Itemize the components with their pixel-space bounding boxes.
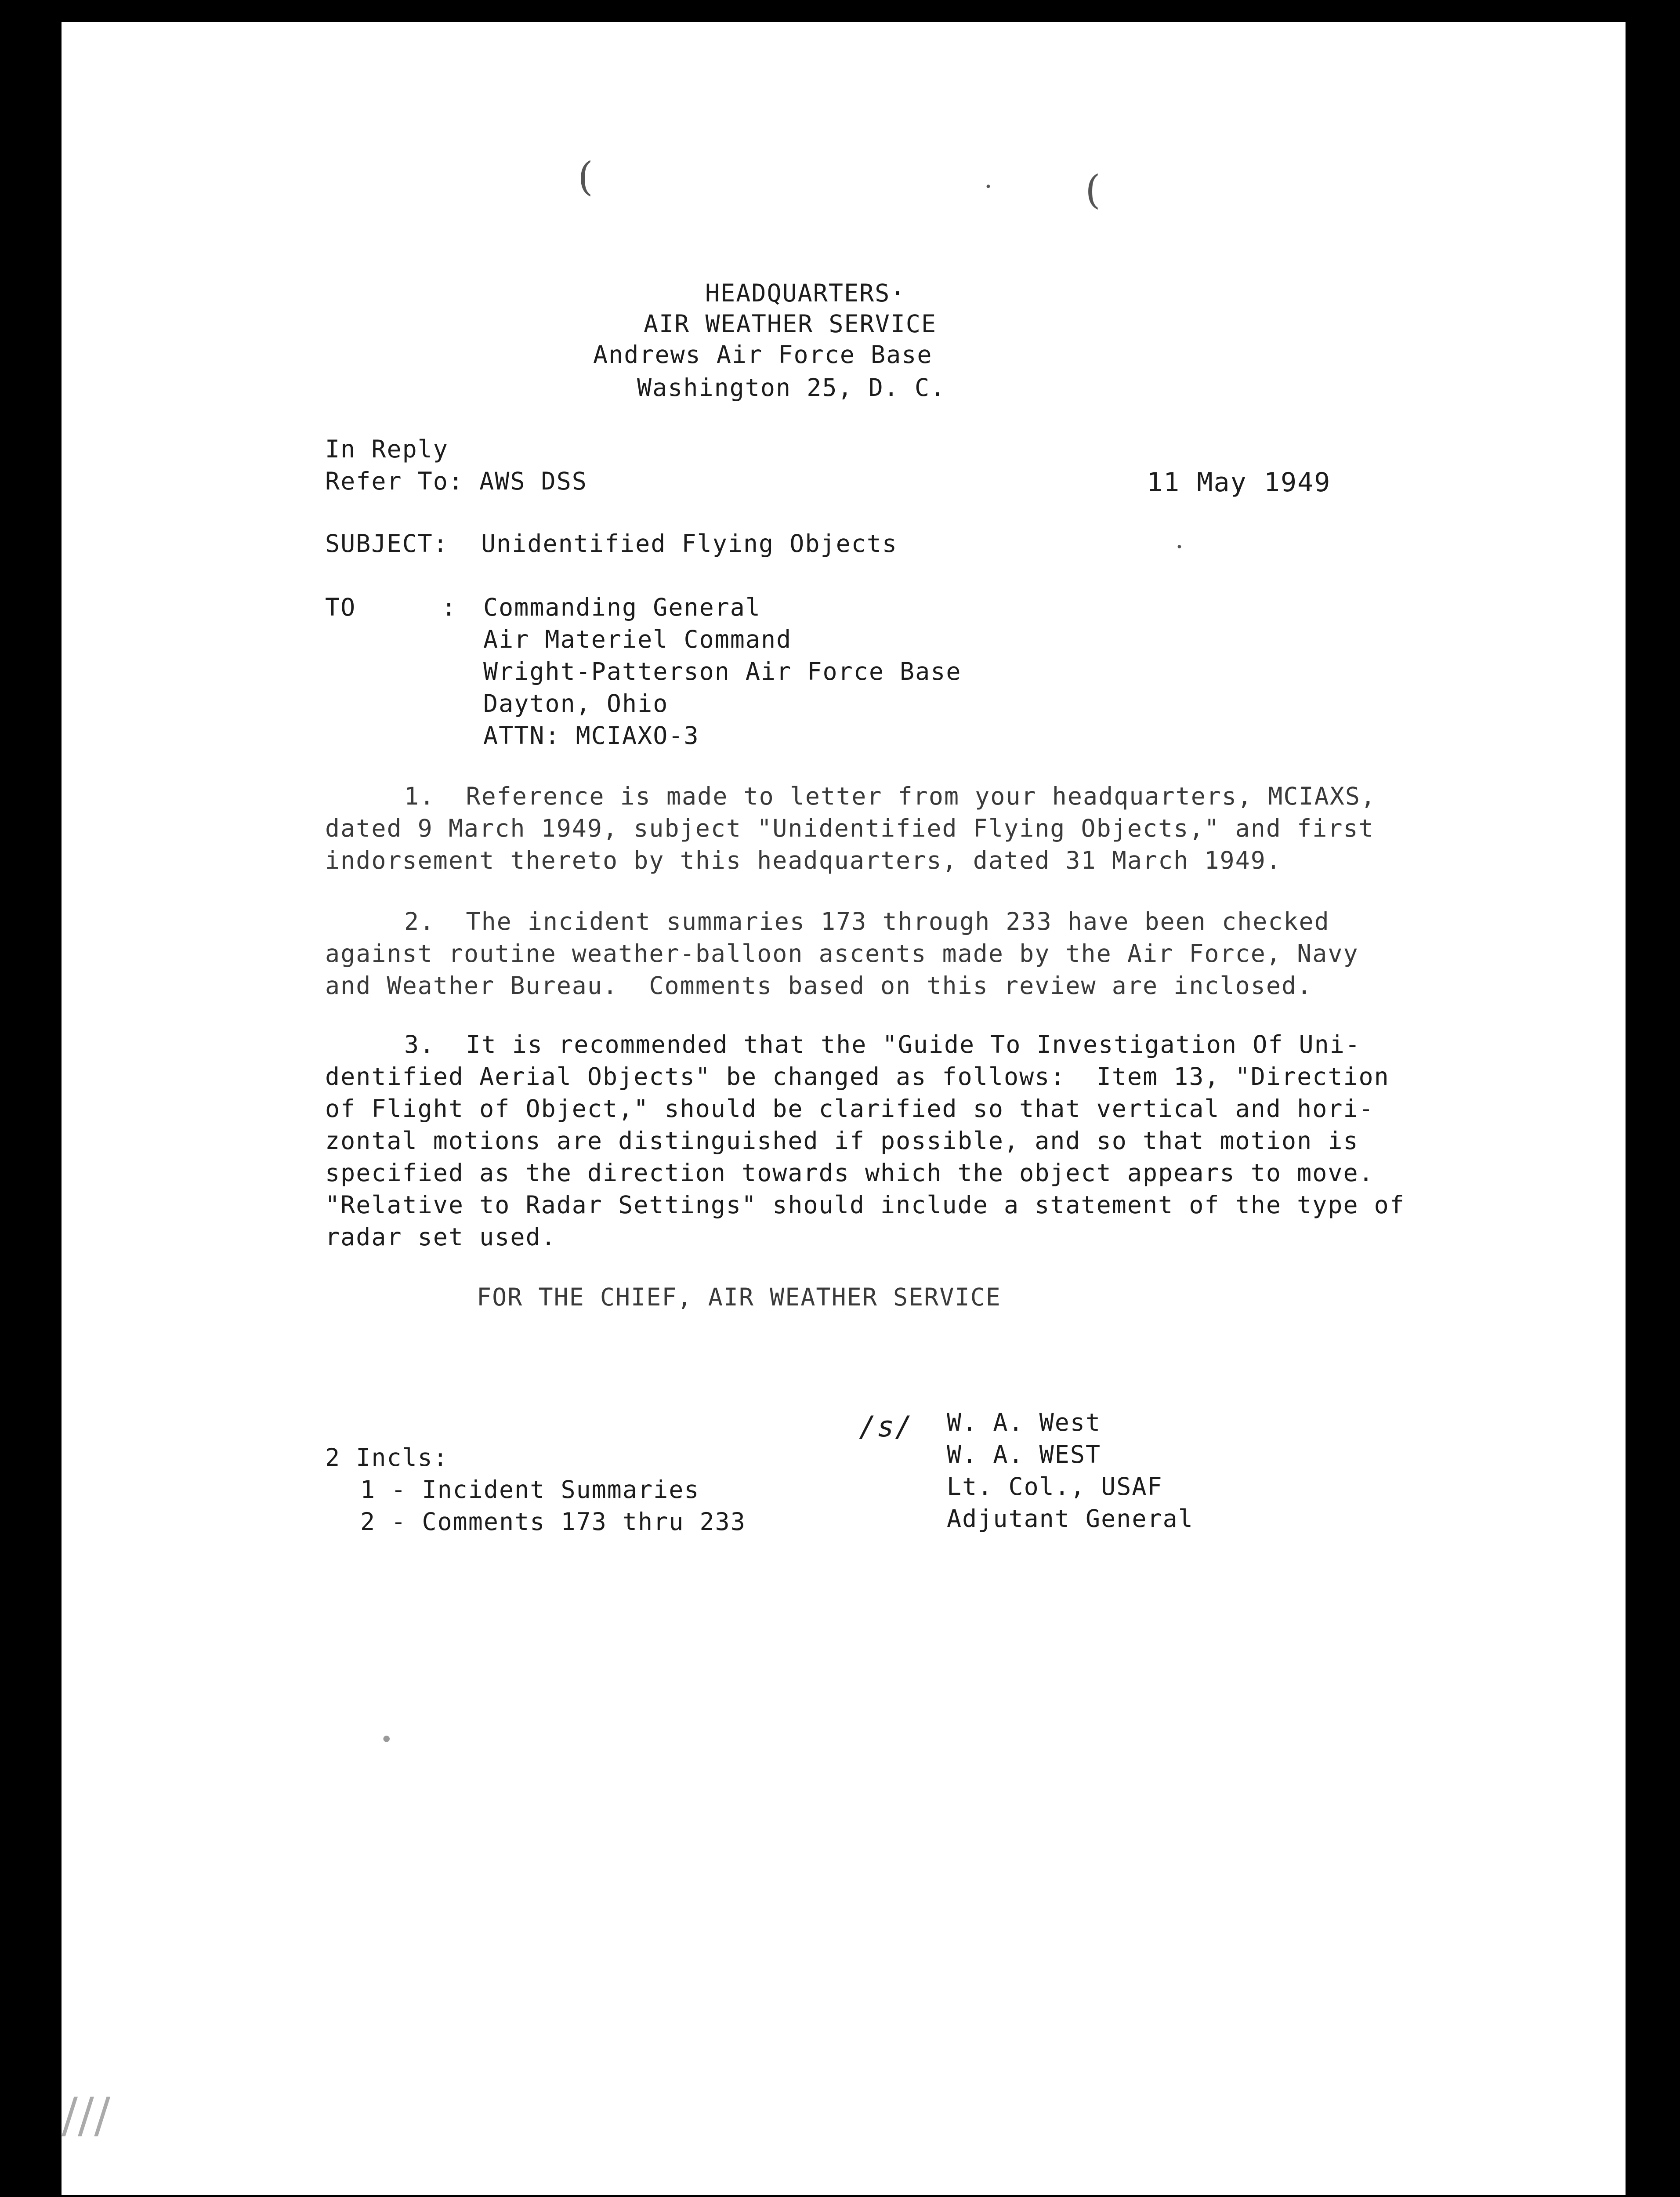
paragraph-2-line-1: 2. The incident summaries 173 through 233 have been checked [404,907,1330,935]
closing-line: FOR THE CHIEF, AIR WEATHER SERVICE [477,1283,1001,1311]
addressee-line-4: Dayton, Ohio [483,689,669,718]
paper-mark: ( [1085,167,1101,213]
addressee-line-2: Air Materiel Command [483,625,792,653]
letterhead-line-4: Washington 25, D. C. [637,373,946,402]
paragraph-3-line-3: of Flight of Object," should be clarified so that vertical and hori- [325,1095,1374,1123]
to-colon: : [442,593,457,621]
paragraph-3-line-5: specified as the direction towards which the object appears to move. [325,1159,1374,1187]
letterhead-line-1: HEADQUARTERS· [705,279,906,307]
addressee-line-3: Wright-Patterson Air Force Base [483,657,962,685]
paragraph-1-line-2: dated 9 March 1949, subject "Unidentified Flying Objects," and first [325,814,1374,842]
paragraph-2-line-3: and Weather Bureau. Comments based on this review are inclosed. [325,972,1313,1000]
paragraph-1-line-3: indorsement thereto by this headquarters, dated 31 March 1949. [325,846,1282,874]
inclosure-item-2: 2 - Comments 173 thru 233 [360,1508,746,1536]
paragraph-3-line-4: zontal motions are distinguished if possible, and so that motion is [325,1127,1359,1155]
addressee-line-1: Commanding General [483,593,761,621]
paper-mark: ( [578,154,594,200]
paragraph-1-line-1: 1. Reference is made to letter from your headquarters, MCIAXS, [404,782,1376,810]
paper-mark: · [984,171,993,202]
signature-line-3: Lt. Col., USAF [947,1472,1163,1501]
paragraph-3-line-2: dentified Aerial Objects" be changed as follows: Item 13, "Direction [325,1062,1390,1091]
letterhead-line-2: AIR WEATHER SERVICE [644,310,937,338]
paper-mark: /// [62,2087,111,2143]
signature-line-4: Adjutant General [947,1505,1194,1533]
refer-to-line: Refer To: AWS DSS [325,467,587,495]
paragraph-2-line-2: against routine weather-balloon ascents made by the Air Force, Navy [325,939,1359,968]
paragraph-3-line-1: 3. It is recommended that the "Guide To Investigation Of Uni- [404,1030,1361,1059]
paragraph-3-line-6: "Relative to Radar Settings" should include a statement of the type of [325,1191,1405,1219]
document-page [62,22,1626,2195]
paragraph-3-line-7: radar set used. [325,1223,557,1251]
in-reply-label: In Reply [325,435,449,463]
addressee-attn: ATTN: MCIAXO-3 [483,721,699,750]
signature-mark: /s/ [859,1410,913,1443]
to-label: TO [325,593,356,621]
letterhead-line-3: Andrews Air Force Base [593,341,933,369]
inclosure-item-1: 1 - Incident Summaries [360,1476,700,1504]
signature-line-1: W. A. West [947,1408,1101,1436]
subject-label: SUBJECT: [325,529,449,558]
inclosures-header: 2 Incls: [325,1443,449,1472]
paper-mark: • [380,1727,393,1752]
subject-text: Unidentified Flying Objects [481,529,898,558]
signature-line-2: W. A. WEST [947,1440,1101,1468]
letter-date: 11 May 1949 [1147,467,1331,498]
paper-mark: · [1175,532,1184,562]
